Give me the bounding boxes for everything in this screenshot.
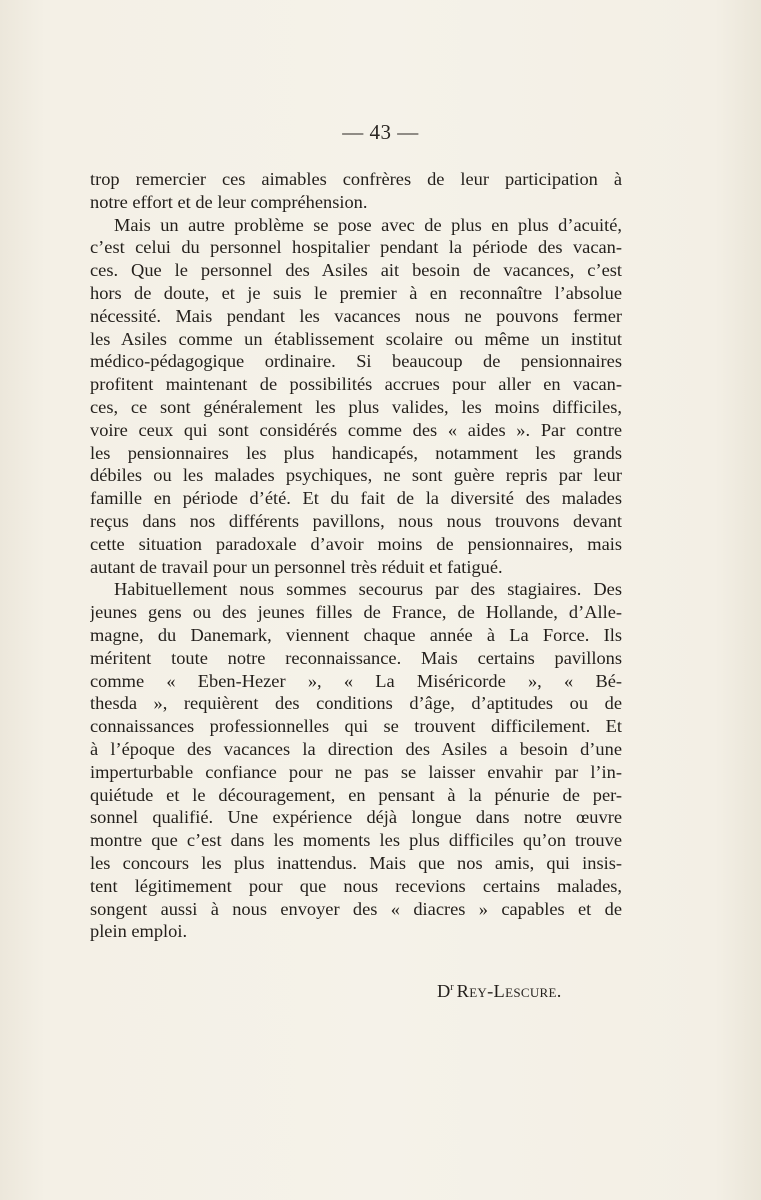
text-line: débiles ou les malades psychiques, ne sont guère repris par leur bbox=[90, 465, 622, 486]
text-line: trop remercier ces aimables confrères de leur participation à bbox=[90, 169, 622, 189]
text-line: cette situation paradoxale d’avoir moins de pensionnaires, mais bbox=[90, 533, 622, 554]
text-line: reçus dans nos différents pavillons, nous nous trouvons devant bbox=[90, 510, 622, 531]
text-line: profitent maintenant de possibilités accrues pour aller en vacan- bbox=[90, 374, 622, 395]
text-line: les concours les plus inattendus. Mais que nos amis, qui insis- bbox=[90, 852, 622, 873]
page-number: — 43 — bbox=[342, 120, 419, 144]
text-line: autant de travail pour un personnel très réduit et fatigué. bbox=[90, 556, 503, 577]
text-line: méritent toute notre reconnaissance. Mais certains pavillons bbox=[90, 647, 622, 668]
text-line: connaissances professionnelles qui se trouvent difficilement. Et bbox=[90, 716, 622, 737]
paragraph-2 bbox=[90, 214, 622, 579]
text-line: jeunes gens ou des jeunes filles de France, de Hollande, d’Alle- bbox=[90, 602, 622, 623]
paragraph-3 bbox=[90, 578, 622, 943]
text-line: famille en période d’été. Et du fait de la diversité des malades bbox=[90, 488, 622, 509]
text-line: les pensionnaires les plus handicapés, notamment les grands bbox=[90, 442, 622, 463]
text-line: médico-pédagogique ordinaire. Si beaucoup de pensionnaires bbox=[90, 351, 622, 372]
text-line: comme « Eben-Hezer », « La Miséricorde », « Bé- bbox=[90, 670, 622, 691]
text-line: les Asiles comme un établissement scolaire ou même un institut bbox=[90, 328, 622, 349]
text-line: tent légitimement pour que nous recevions certains malades, bbox=[90, 875, 622, 896]
text-line: magne, du Danemark, viennent chaque année à La Force. Ils bbox=[90, 624, 622, 645]
text-line: imperturbable confiance pour ne pas se laisser envahir par l’in- bbox=[90, 761, 622, 782]
body-text bbox=[90, 168, 622, 943]
paragraph-1 bbox=[90, 168, 622, 214]
text-line: ces. Que le personnel des Asiles ait besoin de vacances, c’est bbox=[90, 260, 622, 281]
text-line: hors de doute, et je suis le premier à en reconnaître l’absolue bbox=[90, 282, 622, 303]
text-line: montre que c’est dans les moments les plus difficiles qu’on trouve bbox=[90, 830, 622, 851]
text-line: plein emploi. bbox=[90, 921, 188, 942]
text-line: quiétude et le découragement, en pensant à la pénurie de per- bbox=[90, 784, 622, 805]
author-signature bbox=[437, 981, 562, 1002]
text-line: songent aussi à nous envoyer des « diacres » capables et de bbox=[90, 898, 622, 919]
text-line: Mais un autre problème se pose avec de plus en plus d’acuité, bbox=[114, 214, 622, 235]
signature-name: Rey-Lescure. bbox=[456, 981, 562, 1001]
text-line: voire ceux qui sont considérés comme des « aides ». Par contre bbox=[90, 419, 622, 440]
text-line: ces, ce sont généralement les plus valides, les moins difficiles, bbox=[90, 396, 622, 417]
text-line: sonnel qualifié. Une expérience déjà longue dans notre œuvre bbox=[90, 807, 622, 828]
text-line: à l’époque des vacances la direction des Asiles a besoin d’une bbox=[90, 738, 622, 759]
text-line: c’est celui du personnel hospitalier pendant la période des vacan- bbox=[90, 237, 622, 258]
text-line: Habituellement nous sommes secourus par des stagiaires. Des bbox=[114, 579, 622, 600]
signature-title-superscript: r bbox=[450, 982, 454, 993]
text-line: nécessité. Mais pendant les vacances nous ne pouvons fermer bbox=[90, 305, 622, 326]
text-line: notre effort et de leur compréhension. bbox=[90, 191, 368, 212]
text-line: thesda », requièrent des conditions d’âge, d’aptitudes ou de bbox=[90, 693, 622, 714]
signature-title: D bbox=[437, 981, 451, 1001]
